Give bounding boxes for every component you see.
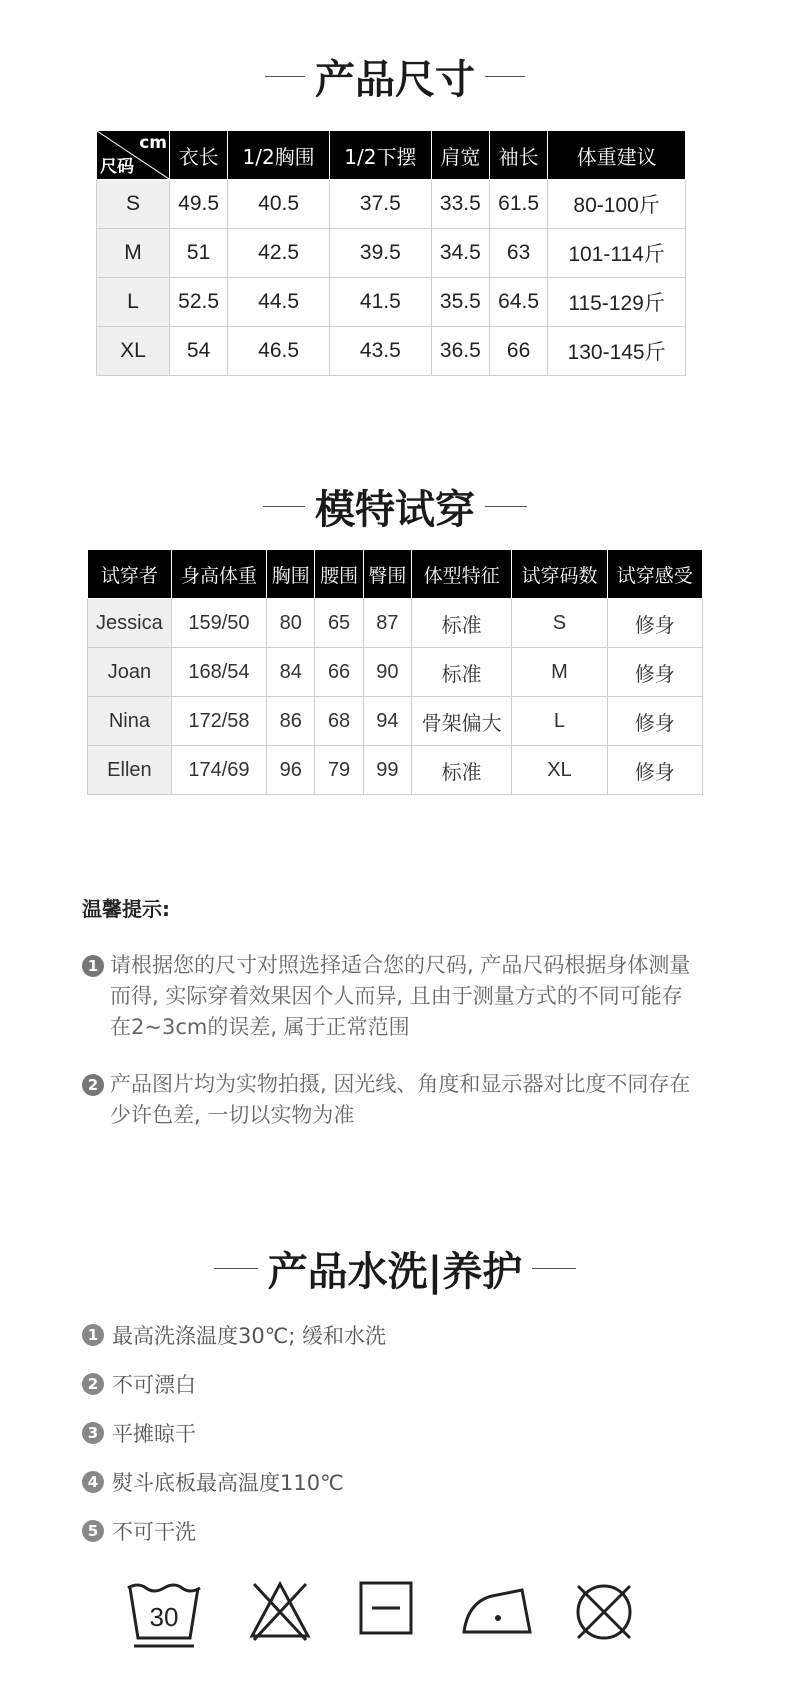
model-name-cell: Joan — [88, 648, 172, 697]
table-cell: 174/69 — [171, 746, 266, 795]
table-cell: 46.5 — [228, 327, 330, 376]
care-item — [82, 1369, 196, 1399]
table-cell: 标准 — [412, 746, 512, 795]
tip-item — [82, 950, 702, 1043]
table-cell: 80-100斤 — [548, 180, 686, 229]
table-cell: 80 — [267, 599, 315, 648]
no-dry-clean-icon — [572, 1580, 636, 1644]
care-item — [82, 1418, 196, 1448]
model-section-title — [0, 478, 790, 535]
care-item — [82, 1320, 386, 1350]
col-header: 胸围 — [267, 550, 315, 599]
table-cell: 64.5 — [489, 278, 547, 327]
dry-flat-icon — [358, 1580, 414, 1636]
table-row — [88, 648, 703, 697]
table-cell: 84 — [267, 648, 315, 697]
number-badge: 2 — [82, 1373, 104, 1395]
col-header: 袖长 — [489, 131, 547, 180]
iron-low-icon — [458, 1580, 538, 1640]
no-bleach-icon — [248, 1580, 312, 1644]
size-cell: M — [97, 229, 170, 278]
table-cell: 52.5 — [170, 278, 228, 327]
table-cell: 130-145斤 — [548, 327, 686, 376]
tip-item — [82, 1069, 702, 1131]
col-header: 1/2胸围 — [228, 131, 330, 180]
title-dash-right — [485, 506, 527, 507]
table-row — [88, 697, 703, 746]
title-dash-right — [485, 76, 525, 77]
number-badge: 1 — [82, 1324, 104, 1346]
table-cell: 37.5 — [329, 180, 431, 229]
table-cell: 40.5 — [228, 180, 330, 229]
care-text: 熨斗底板最高温度110℃ — [112, 1471, 344, 1495]
number-badge: 1 — [82, 955, 104, 977]
size-table — [96, 130, 686, 376]
table-cell: 99 — [363, 746, 411, 795]
table-cell: 94 — [363, 697, 411, 746]
table-row — [97, 327, 686, 376]
number-badge: 5 — [82, 1520, 104, 1542]
table-cell: 44.5 — [228, 278, 330, 327]
table-cell: 49.5 — [170, 180, 228, 229]
title-dash-left — [263, 506, 305, 507]
table-cell: 79 — [315, 746, 363, 795]
model-name-cell: Jessica — [88, 599, 172, 648]
table-row — [88, 746, 703, 795]
wash-30-icon — [124, 1580, 204, 1650]
model-name-cell: Nina — [88, 697, 172, 746]
table-cell: 51 — [170, 229, 228, 278]
table-cell: 159/50 — [171, 599, 266, 648]
table-cell: 34.5 — [431, 229, 489, 278]
col-header: 体重建议 — [548, 131, 686, 180]
table-cell: L — [512, 697, 607, 746]
col-header: 1/2下摆 — [329, 131, 431, 180]
table-cell: 标准 — [412, 599, 512, 648]
tip-text: 产品图片均为实物拍摄, 因光线、角度和显示器对比度不同存在少许色差, 一切以实物为准 — [110, 1072, 691, 1127]
model-name-cell: Ellen — [88, 746, 172, 795]
col-header: 臀围 — [363, 550, 411, 599]
table-row — [97, 229, 686, 278]
col-header: 肩宽 — [431, 131, 489, 180]
care-item — [82, 1467, 344, 1497]
table-cell: 标准 — [412, 648, 512, 697]
table-cell: S — [512, 599, 607, 648]
table-cell: 43.5 — [329, 327, 431, 376]
table-cell: 86 — [267, 697, 315, 746]
table-cell: 96 — [267, 746, 315, 795]
col-header: 体型特征 — [412, 550, 512, 599]
table-cell: 33.5 — [431, 180, 489, 229]
title-dash-right — [532, 1268, 576, 1269]
care-section-title — [0, 1240, 790, 1297]
table-cell: 41.5 — [329, 278, 431, 327]
unit-label: cm — [139, 133, 167, 153]
size-section-title — [0, 48, 790, 105]
table-cell: 168/54 — [171, 648, 266, 697]
table-cell: 115-129斤 — [548, 278, 686, 327]
care-text: 平摊晾干 — [112, 1422, 196, 1446]
table-cell: 54 — [170, 327, 228, 376]
table-cell: 修身 — [607, 746, 702, 795]
table-cell: 35.5 — [431, 278, 489, 327]
col-header: 试穿码数 — [512, 550, 607, 599]
col-header: 衣长 — [170, 131, 228, 180]
tip-text: 请根据您的尺寸对照选择适合您的尺码, 产品尺码根据身体测量而得, 实际穿着效果因个人而异, 且由于测量方式的不同可能存在2~3cm的误差, 属于正常范围 — [110, 953, 691, 1039]
model-table — [87, 549, 703, 795]
wash-temp-text: 30 — [149, 1602, 179, 1632]
table-cell: 90 — [363, 648, 411, 697]
table-row — [97, 180, 686, 229]
table-cell: 87 — [363, 599, 411, 648]
table-cell: 39.5 — [329, 229, 431, 278]
table-cell: 101-114斤 — [548, 229, 686, 278]
table-cell: 66 — [489, 327, 547, 376]
size-label: 尺码 — [100, 157, 134, 177]
table-row — [97, 278, 686, 327]
table-cell: 63 — [489, 229, 547, 278]
care-text: 最高洗涤温度30℃; 缓和水洗 — [112, 1324, 387, 1348]
care-text: 不可漂白 — [112, 1373, 196, 1397]
number-badge: 3 — [82, 1422, 104, 1444]
size-title-text: 产品尺寸 — [315, 57, 475, 103]
col-header: 试穿感受 — [607, 550, 702, 599]
table-cell: 61.5 — [489, 180, 547, 229]
title-dash-left — [265, 76, 305, 77]
size-cell: S — [97, 180, 170, 229]
number-badge: 4 — [82, 1471, 104, 1493]
model-table-header — [88, 550, 703, 599]
table-cell: 36.5 — [431, 327, 489, 376]
table-cell: 68 — [315, 697, 363, 746]
table-cell: 修身 — [607, 599, 702, 648]
table-cell: 65 — [315, 599, 363, 648]
table-cell: XL — [512, 746, 607, 795]
table-cell: 172/58 — [171, 697, 266, 746]
size-table-header — [97, 131, 686, 180]
size-unit-corner — [97, 131, 170, 180]
table-row — [88, 599, 703, 648]
care-text: 不可干洗 — [112, 1520, 196, 1544]
care-icons-row — [0, 1580, 790, 1660]
care-title-text: 产品水洗|养护 — [267, 1249, 523, 1295]
tips-title: 温馨提示: — [82, 897, 170, 921]
col-header: 腰围 — [315, 550, 363, 599]
table-cell: 修身 — [607, 648, 702, 697]
number-badge: 2 — [82, 1074, 104, 1096]
col-header: 身高体重 — [171, 550, 266, 599]
table-cell: 修身 — [607, 697, 702, 746]
table-cell: 42.5 — [228, 229, 330, 278]
title-dash-left — [214, 1268, 258, 1269]
table-cell: M — [512, 648, 607, 697]
table-cell: 66 — [315, 648, 363, 697]
care-item — [82, 1516, 196, 1546]
size-cell: L — [97, 278, 170, 327]
col-header: 试穿者 — [88, 550, 172, 599]
size-cell: XL — [97, 327, 170, 376]
model-title-text: 模特试穿 — [315, 487, 475, 533]
table-cell: 骨架偏大 — [412, 697, 512, 746]
